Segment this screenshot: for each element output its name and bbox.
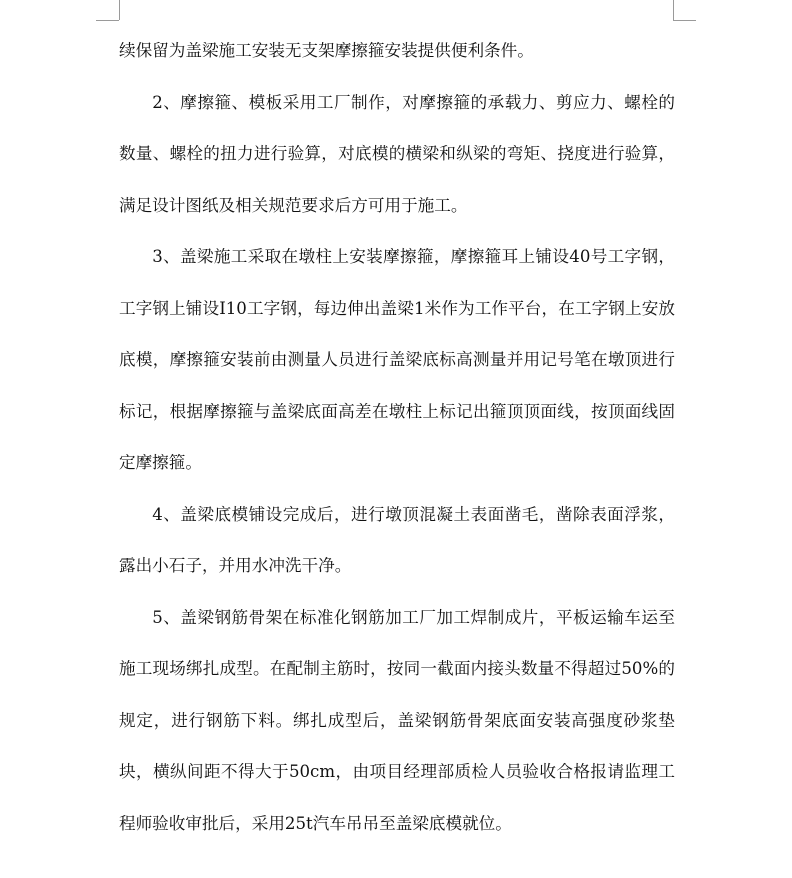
margin-corner-mark-top-right [673, 0, 674, 20]
paragraph-item-5: 5、盖梁钢筋骨架在标准化钢筋加工厂加工焊制成片，平板运输车运至施工现场绑扎成型。在配制主筋时，按同一截面内接头数量不得超过50%的规定，进行钢筋下料。绑扎成型后，盖梁钢筋骨架底面安装高强度砂浆垫块，横纵间距不得大于50cm，由项目经理部质检人员验收合格报请监理工程师验收审批后，采用25t汽车吊吊至盖梁底模就位。 [119, 607, 675, 833]
paragraph-item-4: 4、盖梁底模铺设完成后，进行墩顶混凝土表面凿毛，凿除表面浮浆，露出小石子，并用水冲洗干净。 [119, 504, 675, 575]
margin-corner-mark-top-left [96, 20, 119, 21]
paragraph-continuation: 续保留为盖梁施工安装无支架摩擦箍安装提供便利条件。 [119, 41, 534, 60]
document-body [119, 25, 675, 849]
margin-corner-mark-top-right [673, 20, 696, 21]
paragraph-item-3: 3、盖梁施工采取在墩柱上安装摩擦箍，摩擦箍耳上铺设40号工字钢，工字钢上铺设I10工字钢，每边伸出盖梁1米作为工作平台，在工字钢上安放底模，摩擦箍安装前由测量人员进行盖梁底标高测量并用记号笔在墩顶进行标记，根据摩擦箍与盖梁底面高差在墩柱上标记出箍顶顶面线，按顶面线固定摩擦箍。 [119, 247, 675, 472]
paragraph-item-2: 2、摩擦箍、模板采用工厂制作，对摩擦箍的承载力、剪应力、螺栓的数量、螺栓的扭力进行验算，对底模的横梁和纵梁的弯矩、挠度进行验算，满足设计图纸及相关规范要求后方可用于施工。 [119, 92, 675, 215]
margin-corner-mark-top-left [119, 0, 120, 20]
